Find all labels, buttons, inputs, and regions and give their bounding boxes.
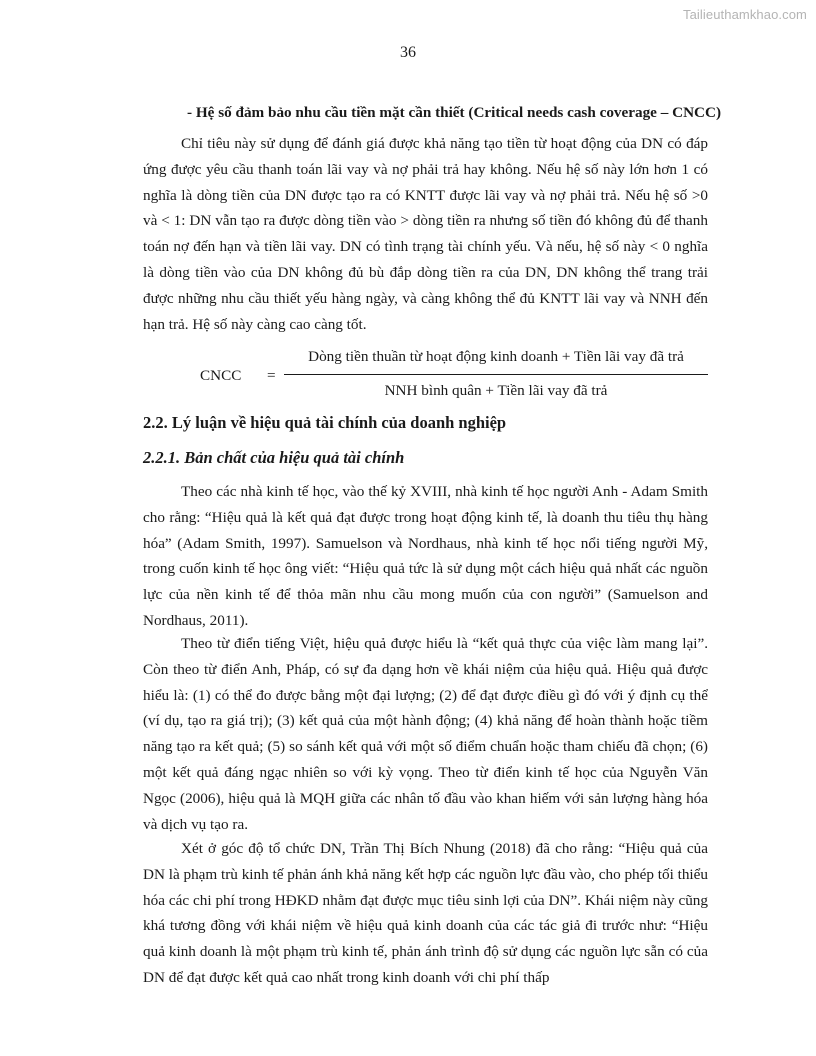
cncc-paragraph: Chỉ tiêu này sử dụng để đánh giá được khả năng tạo tiền từ hoạt động của DN có đáp ứng được yêu cầu thanh toán lãi vay và nợ phải trả hay không. Nếu hệ số này lớn hơn 1 có nghĩa là dòng tiền của DN được tạo ra có KNTT được lãi vay và nợ phải trả. Nếu hệ số >0 và < 1: DN vẫn tạo ra được dòng tiền vào > dòng tiền ra nhưng số tiền đó không đủ để thanh toán nợ đến hạn và tiền lãi vay. DN có tình trạng tài chính yếu. Và nếu, hệ số này < 0 nghĩa là dòng tiền vào của DN không đủ bù đắp dòng tiền ra của DN, DN không thể trang trải được những nhu cầu thiết yếu hàng ngày, và càng không thể đủ KNTT lãi vay và NNH đến hạn trả. Hệ số này càng cao càng tốt. [143, 135, 708, 333]
section-title: 2.2. Lý luận về hiệu quả tài chính của doanh nghiệp [143, 413, 507, 432]
body-paragraph-1: Theo các nhà kinh tế học, vào thế kỷ XVIII, nhà kinh tế học người Anh - Adam Smith cho rằng: “Hiệu quả là kết quả đạt được trong hoạt động kinh tế, là doanh thu tiêu thụ hàng hóa” (Adam Smith, 1997). Samuelson và Nordhaus, nhà kinh tế học nổi tiếng người Mỹ, trong cuốn kinh tế học ông viết: “Hiệu quả tức là sử dụng một cách hiệu quả nhất các nguồn lực của nền kinh tế để thỏa mãn nhu cầu mong muốn của con người” (Samuelson and Nordhaus, 2011). [143, 483, 708, 629]
watermark: Tailieuthamkhao.com [682, 7, 807, 22]
subsection-title: 2.2.1. Bản chất của hiệu quả tài chính [143, 448, 405, 467]
formula-equals-sign: = [267, 367, 276, 384]
formula-numerator: Dòng tiền thuần từ hoạt động kinh doanh + Tiền lãi vay đã trả [308, 348, 684, 365]
cncc-heading: - Hệ số đảm bảo nhu cầu tiền mặt cần thiết (Critical needs cash coverage – CNCC) [187, 104, 722, 121]
body-paragraph-3: Xét ở góc độ tổ chức DN, Trần Thị Bích Nhung (2018) đã cho rằng: “Hiệu quả của DN là phạm trù kinh tế phản ánh khả năng kết hợp các nguồn lực đầu vào, cho phép tối thiểu hóa các chi phí trong HĐKD nhằm đạt được mục tiêu sinh lợi của DN”. Khái niệm này cũng khá tương đồng với khái niệm về hiệu quả kinh doanh của các tác giả đi trước như: “Hiệu quả kinh doanh là một phạm trù kinh tế, phản ánh trình độ sử dụng các nguồn lực sẵn có của DN để đạt được kết quả cao nhất trong kinh doanh với chi phí thấp [143, 840, 708, 986]
page-number: 36 [400, 44, 416, 61]
formula-label: CNCC [200, 367, 242, 384]
formula-denominator: NNH bình quân + Tiền lãi vay đã trả [384, 382, 608, 399]
body-paragraph-2: Theo từ điển tiếng Việt, hiệu quả được hiểu là “kết quả thực của việc làm mang lại”. Còn theo từ điển Anh, Pháp, có sự đa dạng hơn về khái niệm của hiệu quả. Hiệu quả được hiểu là: (1) có thể đo được bằng một đại lượng; (2) để đạt được điều gì đó với ý định cụ thể (ví dụ, tạo ra giá trị); (3) kết quả của một hành động; (4) khả năng để hoàn thành hoặc tiềm năng tạo ra kết quả; (5) so sánh kết quả với một số điểm chuẩn hoặc tham chiếu đã chọn; (6) một kết quả đáng ngạc nhiên so với kỳ vọng. Theo từ điển kinh tế học của Nguyễn Văn Ngọc (2006), hiệu quả là MQH giữa các nhân tố đầu vào khan hiếm với sản lượng hàng hóa và dịch vụ tạo ra. [143, 635, 708, 833]
formula-fraction-bar [284, 374, 708, 375]
